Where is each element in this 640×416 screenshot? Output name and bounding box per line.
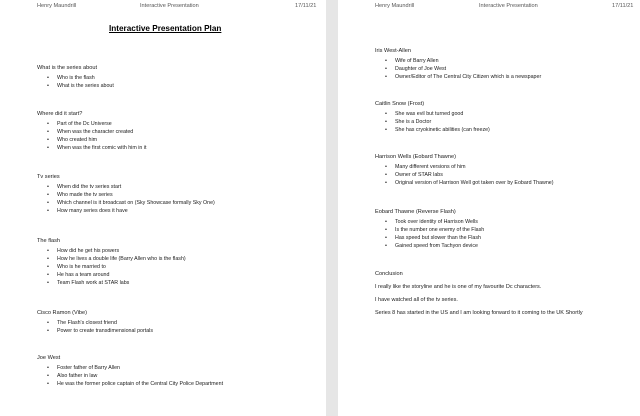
section-where-start <box>37 110 317 152</box>
section-heading: Where did it start? <box>37 111 83 117</box>
list-item: • The Flash's closest friend <box>37 319 317 327</box>
list-item: • Who made the tv series <box>37 191 317 199</box>
list-item: • Also father in law <box>37 372 317 380</box>
section-heading: Tv series <box>37 174 60 180</box>
section-iris-west-allen <box>375 47 640 81</box>
page-title: Interactive Presentation Plan <box>109 24 222 33</box>
list-item: • Who created him <box>37 136 317 144</box>
document-page-2 <box>338 0 640 416</box>
list-item: • She has cryokinetic abilities (can freeze) <box>375 126 640 134</box>
section-heading: What is the series about <box>37 65 98 71</box>
section-heading: Caitlin Snow (Frost) <box>375 101 425 107</box>
section-heading: The flash <box>37 238 61 244</box>
list-item: • He was the former police captain of the Central City Police Department <box>37 380 317 388</box>
list-item: • Power to create transdimensional portals <box>37 327 317 335</box>
list-item: • Many different versions of him <box>375 163 640 171</box>
list-item: • Owner of STAR labs <box>375 171 640 179</box>
list-item: • Foster father of Barry Allen <box>37 364 317 372</box>
section-harrison-wells <box>375 153 640 187</box>
list-item: • Who is he married to <box>37 263 317 271</box>
list-item: • Is the number one enemy of the Flash <box>375 226 640 234</box>
section-the-flash <box>37 237 317 287</box>
section-series-about <box>37 64 317 90</box>
section-heading: Harrison Wells (Eobard Thawne) <box>375 154 456 160</box>
header-doc-title: Interactive Presentation <box>479 3 538 9</box>
section-conclusion <box>375 270 640 322</box>
conclusion-paragraph: I have watched all of the tv series. <box>375 297 458 303</box>
list-item: • What is the series about <box>37 82 317 90</box>
list-item: • Daughter of Joe West <box>375 65 640 73</box>
section-heading: Conclusion <box>375 271 403 277</box>
list-item: • When did the tv series start <box>37 183 317 191</box>
header-author: Henry Maundrill <box>37 3 77 9</box>
list-item: • He has a team around <box>37 271 317 279</box>
list-item: • Wife of Barry Allen <box>375 57 640 65</box>
list-item: • She was evil but turned good <box>375 110 640 118</box>
section-eobard-thawne <box>375 208 640 250</box>
list-item: • Who is the flash <box>37 74 317 82</box>
section-heading: Iris West-Allen <box>375 48 411 54</box>
list-item: • When was the character created <box>37 128 317 136</box>
section-heading: Eobard Thawne (Reverse Flash) <box>375 209 456 215</box>
header-author: Henry Maundrill <box>375 3 415 9</box>
section-heading: Cisco Ramon (Vibe) <box>37 310 87 316</box>
conclusion-paragraph: Series 8 has started in the US and I am looking forward to it coming to the UK Shortly <box>375 310 583 316</box>
header-doc-title: Interactive Presentation <box>140 3 199 9</box>
list-item: • Owner/Editor of The Central City Citizen which is a newspaper <box>375 73 640 81</box>
list-item: • Original version of Harrison Well got taken over by Eobard Thawne) <box>375 179 640 187</box>
conclusion-paragraph: I really like the storyline and he is one of my favourite Dc characters. <box>375 284 542 290</box>
list-item: • She is a Doctor <box>375 118 640 126</box>
list-item: • Has speed but slower than the Flash <box>375 234 640 242</box>
list-item: • How many series does it have <box>37 207 317 215</box>
section-tv-series <box>37 173 317 215</box>
list-item: • How did he get his powers <box>37 247 317 255</box>
header-date: 17/11/21 <box>295 3 317 9</box>
section-heading: Joe West <box>37 355 61 361</box>
section-caitlin-snow <box>375 100 640 134</box>
list-item: • Took over identity of Harrison Wells <box>375 218 640 226</box>
list-item: • Team Flash work at STAR labs <box>37 279 317 287</box>
list-item: • Part of the Dc Universe <box>37 120 317 128</box>
list-item: • Gained speed from Tachyon device <box>375 242 640 250</box>
section-cisco-ramon <box>37 309 317 335</box>
list-item: • How he lives a double life (Barry Allen who is the flash) <box>37 255 317 263</box>
list-item: • When was the first comic with him in it <box>37 144 317 152</box>
section-joe-west <box>37 354 317 388</box>
list-item: • Which channel is it broadcast on (Sky Showcase formally Sky One) <box>37 199 317 207</box>
header-date: 17/11/21 <box>612 3 634 9</box>
